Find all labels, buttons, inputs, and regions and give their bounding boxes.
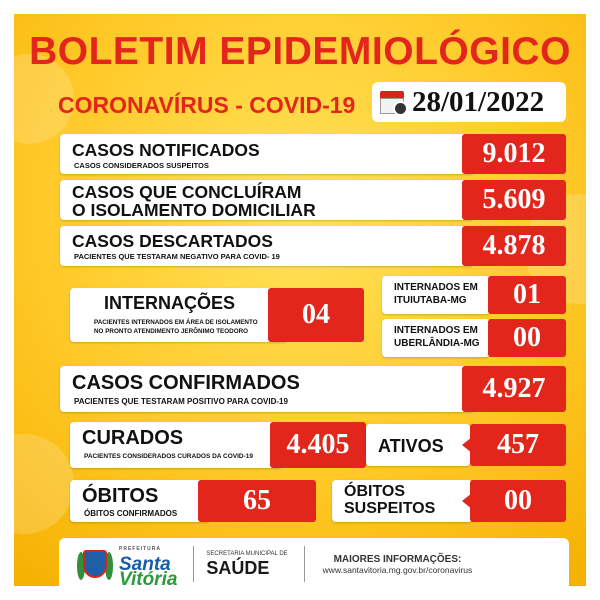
value-confirmados: 4.927 — [462, 366, 566, 412]
card-label: CASOS CONFIRMADOS — [72, 372, 300, 394]
bulletin-date: 28/01/2022 — [412, 85, 545, 118]
card-label: INTERNAÇÕES — [104, 293, 236, 313]
card-sub: PACIENTES CONSIDERADOS CURADOS DA COVID-19 — [84, 453, 254, 460]
logo-city-line2: Vitória — [119, 568, 178, 590]
city-logo — [119, 542, 178, 590]
card-internacoes — [70, 288, 288, 342]
card-label: ATIVOS — [378, 436, 444, 456]
card-descartados — [60, 226, 474, 266]
card-sub: ÓBITOS CONFIRMADOS — [84, 509, 178, 518]
card-curados — [70, 422, 282, 468]
card-label-line2: UBERLÂNDIA-MG — [394, 338, 480, 349]
date-box — [372, 82, 566, 122]
footer — [59, 538, 569, 590]
card-label-line1: INTERNADOS EM — [394, 325, 478, 336]
card-label-line2: ITUIUTABA-MG — [394, 295, 467, 306]
card-isolamento — [60, 180, 474, 220]
value-obitos-suspeitos: 00 — [470, 480, 566, 522]
card-label: ÓBITOS — [82, 485, 159, 507]
value-obitos: 65 — [198, 480, 316, 522]
virus-decoration — [0, 434, 74, 534]
card-obitos — [70, 480, 210, 522]
card-ativos — [366, 424, 470, 466]
card-label-line1: INTERNADOS EM — [394, 282, 478, 293]
card-sub: PACIENTES QUE TESTARAM POSITIVO PARA COVID-19 — [74, 397, 288, 406]
more-info — [323, 554, 473, 575]
logo-prefeitura: PREFEITURA — [119, 545, 161, 552]
card-label-line2: O ISOLAMENTO DOMICILIAR — [72, 200, 316, 220]
value-curados: 4.405 — [270, 422, 366, 468]
card-sub-line2: NO PRONTO ATENDIMENTO JERÔNIMO TEODORO — [94, 328, 249, 335]
card-label: CURADOS — [82, 427, 184, 449]
value-notificados: 9.012 — [462, 134, 566, 174]
card-confirmados — [60, 366, 474, 412]
value-isolamento: 5.609 — [462, 180, 566, 220]
value-ativos: 457 — [470, 424, 566, 466]
card-label-line2: SUSPEITOS — [344, 500, 436, 517]
value-descartados: 4.878 — [462, 226, 566, 266]
info-title: MAIORES INFORMAÇÕES: — [333, 553, 462, 565]
calendar-clock-icon — [380, 89, 406, 115]
page-title: BOLETIM EPIDEMIOLÓGICO — [29, 30, 571, 73]
value-uberlandia: 00 — [488, 319, 566, 357]
value-ituiutaba: 01 — [488, 276, 566, 314]
divider — [304, 546, 305, 582]
value-internacoes: 04 — [268, 288, 364, 342]
card-sub: PACIENTES QUE TESTARAM NEGATIVO PARA COVID- 19 — [74, 252, 280, 261]
card-label-line1: CASOS QUE CONCLUÍRAM — [72, 182, 302, 202]
card-label: CASOS DESCARTADOS — [72, 231, 273, 251]
card-sub-line1: PACIENTES INTERNADOS EM ÁREA DE ISOLAMENTO — [94, 319, 258, 326]
secretariat-name: SAÚDE — [206, 558, 270, 578]
card-obitos-suspeitos — [332, 480, 472, 522]
card-label: CASOS NOTIFICADOS — [72, 140, 260, 160]
card-notificados — [60, 134, 474, 174]
logo-city-line1: Santa — [119, 553, 171, 575]
card-label-line1: ÓBITOS — [344, 483, 406, 500]
card-sub: CASOS CONSIDERADOS SUSPEITOS — [74, 161, 209, 170]
city-crest-icon — [77, 544, 113, 584]
page-subtitle: CORONAVÍRUS - COVID-19 — [58, 92, 356, 118]
card-uberlandia — [382, 319, 490, 357]
divider — [193, 546, 194, 582]
info-url[interactable]: www.santavitoria.mg.gov.br/coronavirus — [322, 564, 473, 575]
card-ituiutaba — [382, 276, 490, 314]
secretariat-label: SECRETARIA MUNICIPAL DE — [206, 551, 288, 557]
health-secretariat — [206, 550, 287, 578]
